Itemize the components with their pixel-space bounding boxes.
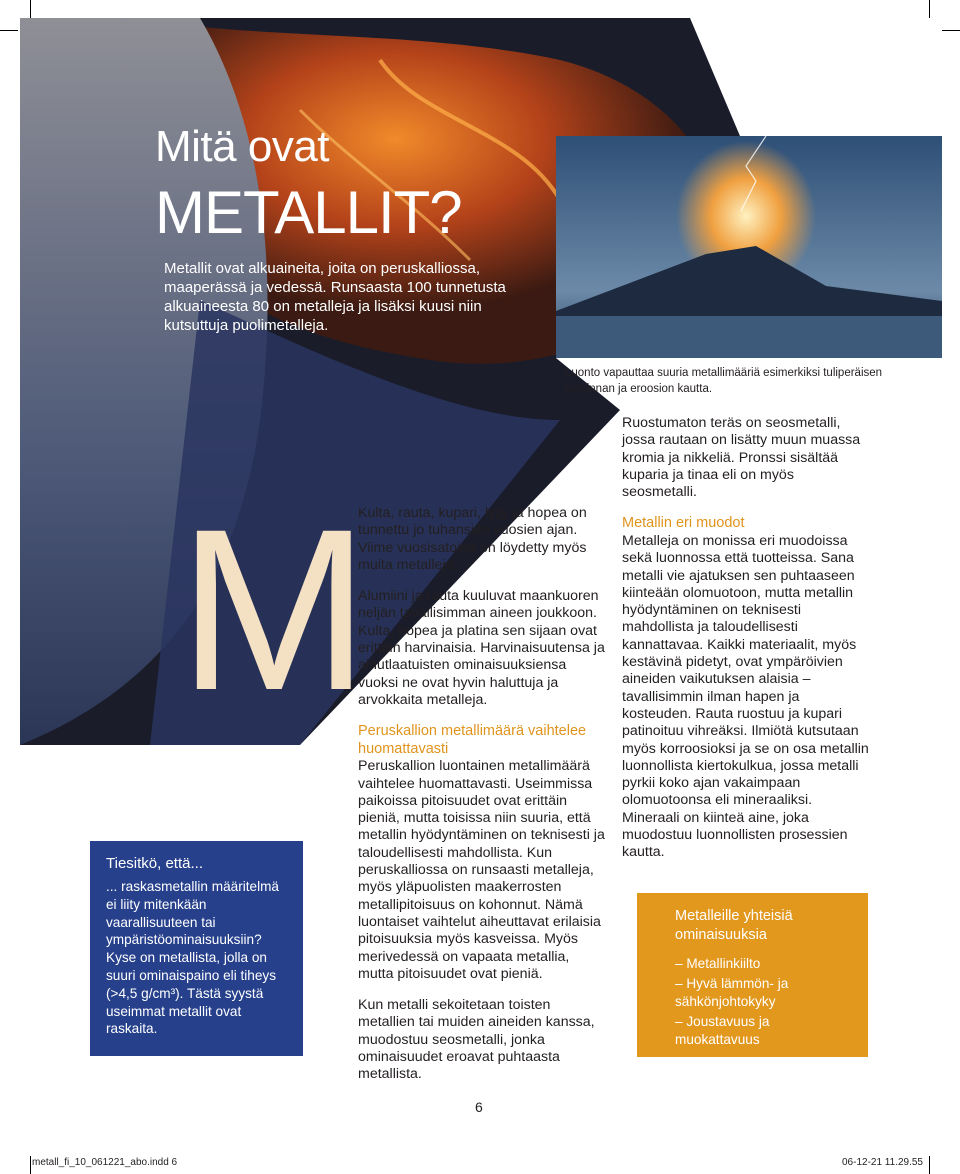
list-item: – Joustavuus ja muokattavuus bbox=[675, 1014, 770, 1047]
did-you-know-title: Tiesitkö, että... bbox=[106, 855, 203, 872]
page-number: 6 bbox=[475, 1099, 483, 1115]
properties-box bbox=[637, 893, 868, 1057]
paragraph: Kulta, rauta, kupari, lyijy ja hopea on tunnettu jo tuhansien vuosien ajan. Viime vuosisatoina on löydetty myös muita metalleja. bbox=[358, 505, 587, 573]
list-item: – Hyvä lämmön- ja sähkönjohtokyky bbox=[675, 976, 789, 1009]
paragraph: Kun metalli sekoitetaan toisten metallien tai muiden aineiden kanssa, muodostuu seosmetalli, jonka ominaisuudet eroavat puhtaasta metallista. bbox=[358, 997, 595, 1083]
paragraph: Ruostumaton teräs on seosmetalli, jossa rautaan on lisätty muun muassa kromia ja nikkeliä. Pronssi sisältää kuparia ja tinaa eli on myös seosmetalli. bbox=[622, 415, 861, 501]
section-heading: Metallin eri muodot bbox=[622, 515, 745, 532]
title-line-1: Mitä ovat bbox=[155, 122, 330, 171]
section-heading: Peruskallion metallimäärä vaihtelee huomattavasti bbox=[358, 723, 587, 757]
date-slug: 06-12-21 11.29.55 bbox=[842, 1157, 923, 1168]
file-slug: metall_fi_10_061221_abo.indd 6 bbox=[32, 1157, 178, 1168]
properties-title: Metalleille yhteisiä ominaisuuksia bbox=[675, 908, 793, 943]
intro-text: Metallit ovat alkuaineita, joita on peruskalliossa, maaperässä ja vedessä. Runsaasta 100 tunnetusta alkuaineesta 80 on metalleja ja lisäksi kuusi niin kutsuttuja puolimetalleja. bbox=[164, 260, 506, 334]
did-you-know-box bbox=[90, 841, 303, 1056]
photo-caption: Luonto vapauttaa suuria metallimääriä esimerkiksi tuliperäisen toiminnan ja eroosion kautta. bbox=[565, 367, 883, 395]
middle-column bbox=[358, 505, 608, 1098]
did-you-know-body: ... raskasmetallin määritelmä ei liity mitenkään vaarallisuuteen tai ympäristöominaisuuksiin? Kyse on metallista, jolla on suuri ominaispaino eli tiheys (>4,5 g/cm³). Tästä syystä useimmat metallit ovat raskaita. bbox=[106, 879, 279, 1037]
paragraph: Alumiini ja rauta kuuluvat maankuoren neljän tavallisimman aineen joukkoon. Kulta, hopea ja platina sen sijaan ovat erittäin harvinaisia. Harvinaisuutensa ja ainutlaatuisten ominaisuuksiensa vuoksi ne ovat hyvin haluttuja ja arvokkaita metalleja. bbox=[358, 588, 605, 708]
right-column bbox=[622, 415, 872, 876]
paragraph: Peruskallion luontainen metallimäärä vaihtelee huomattavasti. Useimmissa paikoissa pitoisuudet ovat erittäin pieniä, mutta toisissa niin suuria, että metallin hyödyntäminen on teknisesti ja taloudellisesti mahdollista. Kun peruskalliossa on runsaasti metalleja, myös yläpuolisten maakerrosten metallipitoisuus on kohonnut. Nämä luontaiset vaihtelut aiheuttavat erilaisia pitoisuuksia myös kasveissa. Myös merivedessä on vapaata metallia, mutta pitoisuudet ovat pieniä. bbox=[358, 758, 605, 982]
properties-list bbox=[675, 955, 854, 1049]
drop-letter: M bbox=[178, 481, 370, 738]
paragraph: Metalleja on monissa eri muodoissa sekä luonnossa että tuotteissa. Sana metalli vie ajatuksen sen puhtaaseen kiinteään olomuotoon, mutta metallin hyödyntäminen on teknisesti mahdollista ja taloudellisesti kannattavaa. Kaikki materiaalit, myös kestävinä pidetyt, ovat ympäröivien aineiden vaikutuksen alaisia – tavallisimmin ilman hapen ja kosteuden. Rauta ruostuu ja kupari patinoituu vihreäksi. Ilmiötä kutsutaan myös korroosioksi ja se on osa metallin luonnollista kiertokulkua, jossa metalli pyrkii koko ajan vakaimpaan olomuotoonsa eli mineraaliksi. Mineraali on kiinteä aine, joka muodostuu luonnollisten prosessien kautta. bbox=[622, 532, 869, 861]
volcano-painting bbox=[556, 136, 942, 358]
title-line-2: METALLIT? bbox=[155, 179, 462, 246]
list-item: – Metallinkiilto bbox=[675, 956, 761, 971]
